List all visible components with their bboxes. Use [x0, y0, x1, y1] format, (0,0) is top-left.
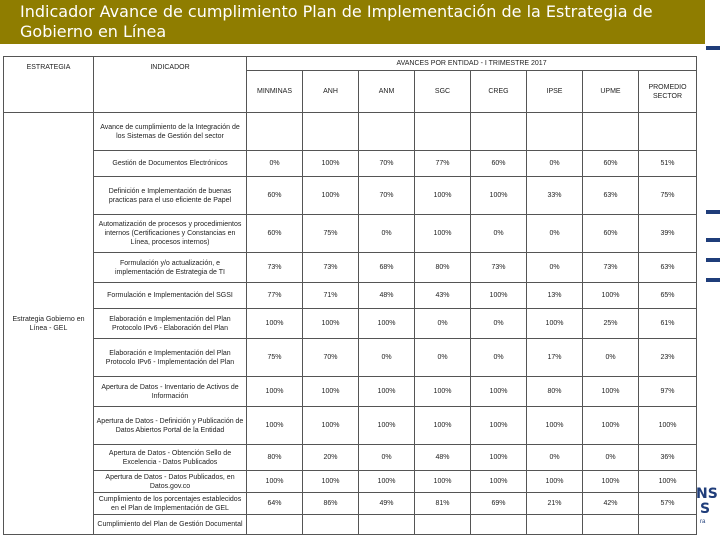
value-cell: 61%	[639, 309, 697, 339]
value-cell: 13%	[527, 283, 583, 309]
value-cell: 100%	[471, 445, 527, 471]
value-cell: 0%	[583, 339, 639, 377]
indicator-label: Elaboración e Implementación del Plan Protocolo IPv6 - Implementación del Plan	[94, 339, 247, 377]
indicator-label: Formulación y/o actualización, e implementación de Estrategia de TI	[94, 253, 247, 283]
table-row	[4, 445, 697, 471]
value-cell: 60%	[247, 177, 303, 215]
value-cell: 20%	[303, 445, 359, 471]
header-entity: MINMINAS	[247, 71, 303, 113]
value-cell: 0%	[471, 339, 527, 377]
value-cell: 25%	[583, 309, 639, 339]
value-cell: 17%	[527, 339, 583, 377]
header-entity: CREG	[471, 71, 527, 113]
empty-cell	[359, 113, 415, 151]
value-cell: 73%	[303, 253, 359, 283]
value-cell: 70%	[359, 177, 415, 215]
value-cell: 39%	[639, 215, 697, 253]
indicator-label: Gestión de Documentos Electrónicos	[94, 151, 247, 177]
table-row	[4, 377, 697, 407]
value-cell: 100%	[527, 309, 583, 339]
value-cell: 73%	[247, 253, 303, 283]
value-cell: 73%	[471, 253, 527, 283]
value-cell: 100%	[639, 471, 697, 493]
value-cell: 100%	[415, 407, 471, 445]
value-cell: 100%	[639, 407, 697, 445]
table-row	[4, 515, 697, 535]
value-cell: 0%	[583, 445, 639, 471]
indicator-label: Automatización de procesos y procedimientos internos (Certificaciones y Constancias en Línea, procesos internos)	[94, 215, 247, 253]
value-cell: 64%	[247, 493, 303, 515]
value-cell	[639, 515, 697, 535]
header-entity: SGC	[415, 71, 471, 113]
empty-cell	[471, 113, 527, 151]
value-cell: 36%	[639, 445, 697, 471]
table-row	[4, 215, 697, 253]
strip-mark	[706, 258, 720, 262]
indicator-table	[3, 56, 697, 535]
value-cell: 0%	[527, 151, 583, 177]
table-row	[4, 407, 697, 445]
value-cell: 75%	[303, 215, 359, 253]
value-cell: 0%	[471, 215, 527, 253]
indicator-label: Apertura de Datos - Obtención Sello de Excelencia - Datos Publicados	[94, 445, 247, 471]
value-cell: 69%	[471, 493, 527, 515]
value-cell: 77%	[247, 283, 303, 309]
page-title: Indicador Avance de cumplimiento Plan de Implementación de la Estrategia de Gobierno en Línea	[0, 0, 705, 44]
header-entity: PROMEDIO SECTOR	[639, 71, 697, 113]
table-row	[4, 253, 697, 283]
header-entity: IPSE	[527, 71, 583, 113]
empty-cell	[527, 113, 583, 151]
value-cell	[247, 515, 303, 535]
value-cell: 77%	[415, 151, 471, 177]
section-title: Avance de cumplimiento de la Integración de los Sistemas de Gestión del sector	[94, 113, 247, 151]
value-cell: 100%	[415, 215, 471, 253]
value-cell: 0%	[359, 445, 415, 471]
value-cell: 100%	[471, 471, 527, 493]
value-cell: 65%	[639, 283, 697, 309]
value-cell	[303, 515, 359, 535]
value-cell: 48%	[415, 445, 471, 471]
value-cell: 60%	[583, 215, 639, 253]
value-cell: 60%	[583, 151, 639, 177]
indicator-label: Apertura de Datos - Datos Publicados, en Datos.gov.co	[94, 471, 247, 493]
value-cell: 100%	[583, 407, 639, 445]
header-entity: UPME	[583, 71, 639, 113]
value-cell: 100%	[247, 471, 303, 493]
value-cell: 49%	[359, 493, 415, 515]
header-entity: ANM	[359, 71, 415, 113]
value-cell	[471, 515, 527, 535]
value-cell: 21%	[527, 493, 583, 515]
table-row	[4, 151, 697, 177]
value-cell: 100%	[303, 151, 359, 177]
value-cell: 80%	[415, 253, 471, 283]
value-cell: 100%	[359, 471, 415, 493]
empty-cell	[415, 113, 471, 151]
value-cell: 0%	[415, 339, 471, 377]
value-cell: 23%	[639, 339, 697, 377]
value-cell	[415, 515, 471, 535]
header-avances: AVANCES POR ENTIDAD - I TRIMESTRE 2017	[247, 57, 697, 71]
value-cell: 100%	[527, 407, 583, 445]
strip-mark	[706, 278, 720, 282]
value-cell: 0%	[527, 253, 583, 283]
value-cell	[583, 515, 639, 535]
empty-cell	[303, 113, 359, 151]
value-cell: 63%	[639, 253, 697, 283]
value-cell: 73%	[583, 253, 639, 283]
header-estrategia: ESTRATEGIA	[4, 57, 94, 113]
value-cell: 100%	[303, 309, 359, 339]
value-cell: 51%	[639, 151, 697, 177]
value-cell: 70%	[359, 151, 415, 177]
table-row	[4, 339, 697, 377]
value-cell: 100%	[247, 309, 303, 339]
value-cell: 0%	[415, 309, 471, 339]
value-cell: 81%	[415, 493, 471, 515]
strip-mark	[706, 210, 720, 214]
value-cell: 57%	[639, 493, 697, 515]
value-cell: 100%	[583, 283, 639, 309]
indicator-label: Apertura de Datos - Inventario de Activos de Información	[94, 377, 247, 407]
side-strip	[705, 0, 720, 540]
value-cell: 100%	[471, 283, 527, 309]
indicator-label: Cumplimiento de los porcentajes establecidos en el Plan de Implementación de GEL	[94, 493, 247, 515]
value-cell: 75%	[247, 339, 303, 377]
strip-mark	[706, 238, 720, 242]
value-cell: 97%	[639, 377, 697, 407]
strategy-cell: Estrategia Gobierno en Línea - GEL	[4, 113, 94, 535]
value-cell: 100%	[247, 377, 303, 407]
value-cell: 100%	[303, 471, 359, 493]
empty-cell	[247, 113, 303, 151]
value-cell: 100%	[415, 471, 471, 493]
value-cell: 100%	[303, 177, 359, 215]
value-cell: 100%	[359, 407, 415, 445]
table-row	[4, 177, 697, 215]
logo-fragment: NS	[696, 486, 718, 502]
header-indicador: INDICADOR	[94, 57, 247, 113]
value-cell: 100%	[527, 471, 583, 493]
value-cell: 0%	[247, 151, 303, 177]
value-cell: 100%	[415, 177, 471, 215]
value-cell: 42%	[583, 493, 639, 515]
value-cell: 75%	[639, 177, 697, 215]
value-cell: 80%	[247, 445, 303, 471]
indicator-label: Elaboración e Implementación del Plan Protocolo IPv6 - Elaboración del Plan	[94, 309, 247, 339]
logo-fragment: S	[700, 501, 711, 517]
value-cell: 80%	[527, 377, 583, 407]
indicator-label: Apertura de Datos - Definición y Publicación de Datos Abiertos Portal de la Entidad	[94, 407, 247, 445]
logo-fragment: ra	[700, 519, 706, 525]
value-cell	[359, 515, 415, 535]
value-cell: 100%	[247, 407, 303, 445]
value-cell: 100%	[303, 407, 359, 445]
value-cell: 60%	[471, 151, 527, 177]
value-cell: 100%	[359, 377, 415, 407]
value-cell: 100%	[583, 471, 639, 493]
indicator-label: Definición e Implementación de buenas practicas para el uso eficiente de Papel	[94, 177, 247, 215]
table-row	[4, 493, 697, 515]
value-cell: 100%	[359, 309, 415, 339]
value-cell: 0%	[471, 309, 527, 339]
value-cell: 86%	[303, 493, 359, 515]
indicator-label: Cumplimiento del Plan de Gestión Documental	[94, 515, 247, 535]
value-cell: 100%	[471, 407, 527, 445]
value-cell: 0%	[527, 215, 583, 253]
value-cell: 100%	[471, 177, 527, 215]
value-cell: 0%	[527, 445, 583, 471]
value-cell: 71%	[303, 283, 359, 309]
indicator-label: Formulación e Implementación del SGSI	[94, 283, 247, 309]
value-cell: 63%	[583, 177, 639, 215]
strip-mark	[706, 46, 720, 50]
empty-cell	[583, 113, 639, 151]
value-cell: 100%	[471, 377, 527, 407]
value-cell: 33%	[527, 177, 583, 215]
header-entity: ANH	[303, 71, 359, 113]
value-cell: 43%	[415, 283, 471, 309]
value-cell	[527, 515, 583, 535]
table-row	[4, 309, 697, 339]
table-row	[4, 471, 697, 493]
value-cell: 100%	[415, 377, 471, 407]
empty-cell	[639, 113, 697, 151]
value-cell: 68%	[359, 253, 415, 283]
value-cell: 70%	[303, 339, 359, 377]
value-cell: 0%	[359, 215, 415, 253]
value-cell: 100%	[583, 377, 639, 407]
value-cell: 0%	[359, 339, 415, 377]
table-row	[4, 283, 697, 309]
value-cell: 48%	[359, 283, 415, 309]
value-cell: 60%	[247, 215, 303, 253]
value-cell: 100%	[303, 377, 359, 407]
